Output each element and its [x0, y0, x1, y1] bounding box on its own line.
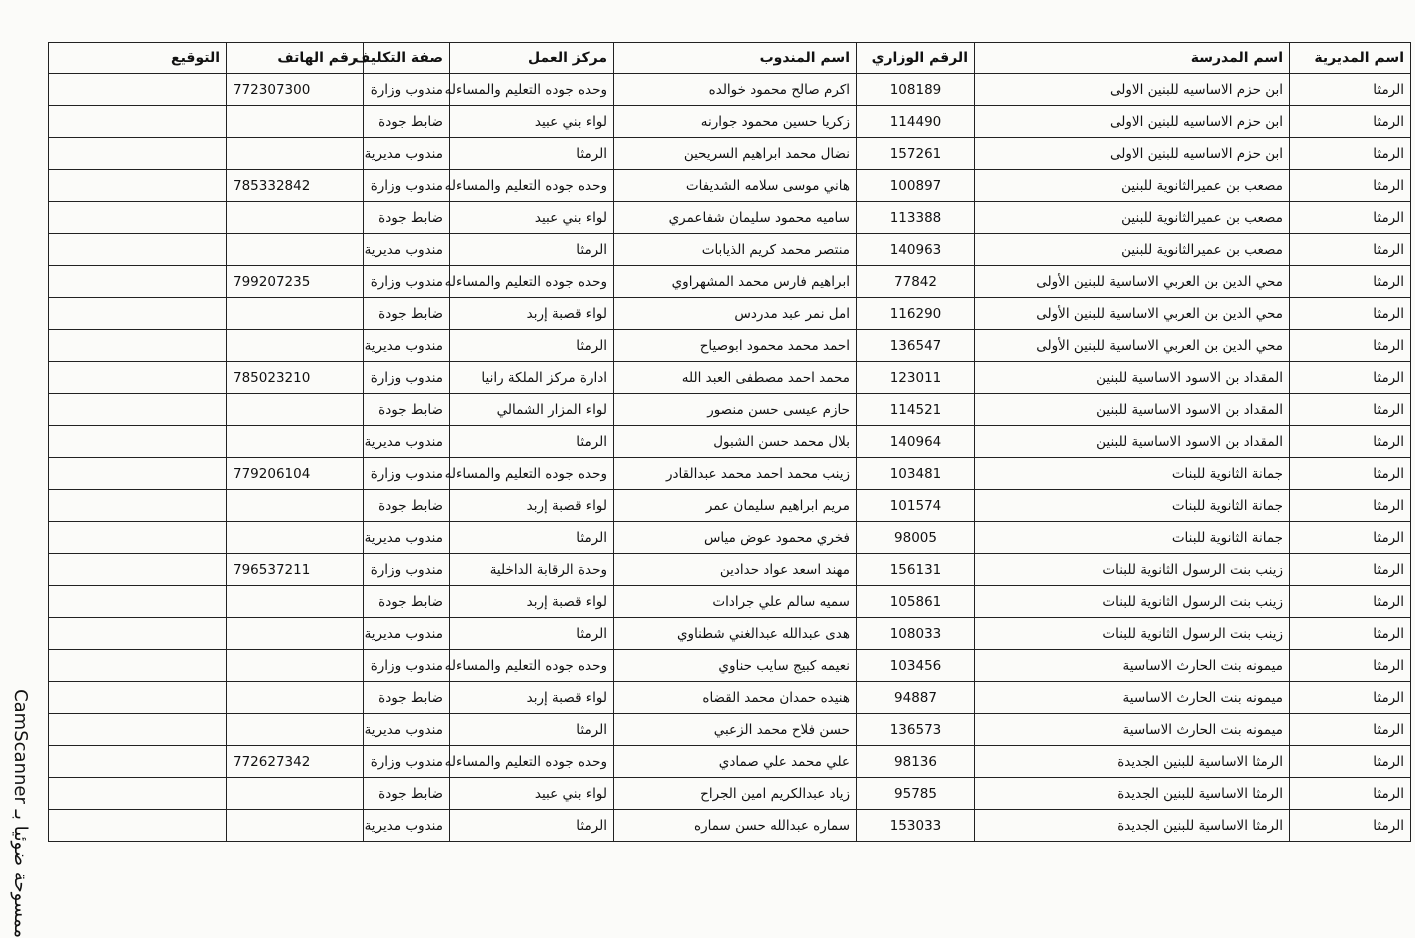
cell-assignment: ضابط جودة	[364, 298, 450, 330]
cell-signature	[49, 714, 227, 746]
header-work-center: مركز العمل	[450, 43, 614, 74]
cell-ministry-number: 114521	[857, 394, 975, 426]
cell-phone: 779206104	[227, 458, 364, 490]
cell-directorate: الرمثا	[1290, 330, 1411, 362]
cell-directorate: الرمثا	[1290, 202, 1411, 234]
cell-school: محي الدين بن العربي الاساسية للبنين الأولى	[975, 330, 1290, 362]
cell-work-center: وحده جوده التعليم والمساءله	[450, 74, 614, 106]
table-row	[49, 746, 1411, 778]
header-assignment: صفة التكليف	[364, 43, 450, 74]
cell-directorate: الرمثا	[1290, 458, 1411, 490]
cell-directorate: الرمثا	[1290, 138, 1411, 170]
cell-phone	[227, 810, 364, 842]
table-row	[49, 138, 1411, 170]
cell-phone	[227, 586, 364, 618]
cell-ministry-number: 103456	[857, 650, 975, 682]
cell-signature	[49, 266, 227, 298]
cell-ministry-number: 136573	[857, 714, 975, 746]
cell-directorate: الرمثا	[1290, 362, 1411, 394]
cell-school: المقداد بن الاسود الاساسية للبنين	[975, 394, 1290, 426]
cell-assignment: ضابط جودة	[364, 586, 450, 618]
table-row	[49, 234, 1411, 266]
cell-assignment: مندوب مديرية	[364, 234, 450, 266]
cell-signature	[49, 490, 227, 522]
cell-phone: 772627342	[227, 746, 364, 778]
cell-school: ابن حزم الاساسيه للبنين الاولى	[975, 138, 1290, 170]
cell-school: ابن حزم الاساسيه للبنين الاولى	[975, 74, 1290, 106]
cell-work-center: لواء بني عبيد	[450, 778, 614, 810]
cell-phone	[227, 106, 364, 138]
cell-ministry-number: 140963	[857, 234, 975, 266]
cell-ministry-number: 101574	[857, 490, 975, 522]
cell-ministry-number: 108033	[857, 618, 975, 650]
table-row	[49, 330, 1411, 362]
cell-ministry-number: 114490	[857, 106, 975, 138]
cell-school: محي الدين بن العربي الاساسية للبنين الأولى	[975, 298, 1290, 330]
cell-delegate-name: نعيمه كبيج سايب حناوي	[614, 650, 857, 682]
cell-ministry-number: 108189	[857, 74, 975, 106]
cell-work-center: وحده جوده التعليم والمساءله	[450, 650, 614, 682]
table-row	[49, 682, 1411, 714]
cell-work-center: الرمثا	[450, 810, 614, 842]
cell-directorate: الرمثا	[1290, 714, 1411, 746]
cell-delegate-name: احمد محمد محمود ابوصياح	[614, 330, 857, 362]
cell-phone	[227, 202, 364, 234]
cell-work-center: لواء بني عبيد	[450, 202, 614, 234]
cell-work-center: ادارة مركز الملكة رانيا	[450, 362, 614, 394]
table-row	[49, 650, 1411, 682]
cell-school: ميمونه بنت الحارث الاساسية	[975, 682, 1290, 714]
cell-work-center: الرمثا	[450, 234, 614, 266]
table-row	[49, 426, 1411, 458]
cell-signature	[49, 522, 227, 554]
cell-phone	[227, 138, 364, 170]
table-row	[49, 170, 1411, 202]
cell-ministry-number: 153033	[857, 810, 975, 842]
cell-phone: 785332842	[227, 170, 364, 202]
cell-work-center: لواء المزار الشمالي	[450, 394, 614, 426]
cell-assignment: ضابط جودة	[364, 778, 450, 810]
cell-delegate-name: منتصر محمد كريم الذيابات	[614, 234, 857, 266]
cell-phone	[227, 618, 364, 650]
table-row	[49, 202, 1411, 234]
cell-delegate-name: هنيده حمدان محمد القضاه	[614, 682, 857, 714]
cell-phone	[227, 522, 364, 554]
cell-delegate-name: زينب محمد احمد محمد عبدالقادر	[614, 458, 857, 490]
cell-school: زينب بنت الرسول الثانوية للبنات	[975, 554, 1290, 586]
cell-signature	[49, 170, 227, 202]
cell-delegate-name: امل نمر عبد مدردس	[614, 298, 857, 330]
cell-delegate-name: حسن فلاح محمد الزعبي	[614, 714, 857, 746]
cell-work-center: وحده جوده التعليم والمساءله	[450, 746, 614, 778]
cell-directorate: الرمثا	[1290, 586, 1411, 618]
camscanner-watermark: ممسوحة ضوئيا بـ CamScanner	[10, 689, 31, 938]
header-ministry-number: الرقم الوزاري	[857, 43, 975, 74]
cell-directorate: الرمثا	[1290, 298, 1411, 330]
cell-ministry-number: 116290	[857, 298, 975, 330]
table-row	[49, 522, 1411, 554]
cell-school: محي الدين بن العربي الاساسية للبنين الأولى	[975, 266, 1290, 298]
cell-directorate: الرمثا	[1290, 234, 1411, 266]
cell-school: مصعب بن عميرالثانوية للبنين	[975, 234, 1290, 266]
header-phone: رقم الهاتف	[227, 43, 364, 74]
table-row	[49, 714, 1411, 746]
cell-directorate: الرمثا	[1290, 394, 1411, 426]
cell-phone	[227, 234, 364, 266]
cell-work-center: لواء قصبة إربد	[450, 586, 614, 618]
table-header-row	[49, 43, 1411, 74]
cell-work-center: لواء بني عبيد	[450, 106, 614, 138]
cell-assignment: مندوب وزارة	[364, 170, 450, 202]
cell-phone: 772307300	[227, 74, 364, 106]
cell-assignment: مندوب مديرية	[364, 522, 450, 554]
cell-work-center: وحده جوده التعليم والمساءله	[450, 458, 614, 490]
cell-phone	[227, 778, 364, 810]
cell-phone	[227, 426, 364, 458]
cell-assignment: مندوب وزارة	[364, 362, 450, 394]
cell-ministry-number: 113388	[857, 202, 975, 234]
cell-phone: 799207235	[227, 266, 364, 298]
table-row	[49, 778, 1411, 810]
cell-directorate: الرمثا	[1290, 170, 1411, 202]
table-row	[49, 490, 1411, 522]
cell-assignment: مندوب وزارة	[364, 266, 450, 298]
cell-delegate-name: زكريا حسين محمود جوارنه	[614, 106, 857, 138]
cell-delegate-name: مهند اسعد عواد حدادين	[614, 554, 857, 586]
cell-work-center: الرمثا	[450, 138, 614, 170]
cell-assignment: ضابط جودة	[364, 106, 450, 138]
cell-work-center: لواء قصبة إربد	[450, 298, 614, 330]
cell-delegate-name: علي محمد علي صمادي	[614, 746, 857, 778]
cell-phone: 785023210	[227, 362, 364, 394]
cell-school: ميمونه بنت الحارث الاساسية	[975, 650, 1290, 682]
cell-signature	[49, 778, 227, 810]
cell-school: المقداد بن الاسود الاساسية للبنين	[975, 362, 1290, 394]
cell-assignment: مندوب وزارة	[364, 458, 450, 490]
cell-phone: 796537211	[227, 554, 364, 586]
cell-assignment: مندوب مديرية	[364, 330, 450, 362]
cell-phone	[227, 714, 364, 746]
table-row	[49, 394, 1411, 426]
cell-signature	[49, 138, 227, 170]
cell-signature	[49, 586, 227, 618]
cell-directorate: الرمثا	[1290, 682, 1411, 714]
cell-signature	[49, 330, 227, 362]
cell-signature	[49, 106, 227, 138]
table-row	[49, 458, 1411, 490]
cell-assignment: ضابط جودة	[364, 202, 450, 234]
cell-work-center: الرمثا	[450, 330, 614, 362]
cell-assignment: مندوب مديرية	[364, 714, 450, 746]
cell-work-center: الرمثا	[450, 426, 614, 458]
cell-school: زينب بنت الرسول الثانوية للبنات	[975, 586, 1290, 618]
cell-ministry-number: 103481	[857, 458, 975, 490]
table-row	[49, 586, 1411, 618]
cell-directorate: الرمثا	[1290, 618, 1411, 650]
table-row	[49, 266, 1411, 298]
cell-directorate: الرمثا	[1290, 426, 1411, 458]
cell-delegate-name: نضال محمد ابراهيم السريحين	[614, 138, 857, 170]
cell-ministry-number: 123011	[857, 362, 975, 394]
cell-signature	[49, 74, 227, 106]
cell-phone	[227, 682, 364, 714]
cell-assignment: مندوب مديرية	[364, 618, 450, 650]
table-row	[49, 362, 1411, 394]
cell-work-center: الرمثا	[450, 714, 614, 746]
cell-delegate-name: فخري محمود عوض مياس	[614, 522, 857, 554]
cell-school: الرمثا الاساسية للبنين الجديدة	[975, 810, 1290, 842]
cell-work-center: الرمثا	[450, 618, 614, 650]
cell-signature	[49, 426, 227, 458]
cell-school: مصعب بن عميرالثانوية للبنين	[975, 202, 1290, 234]
header-signature: التوقيع	[49, 43, 227, 74]
cell-assignment: ضابط جودة	[364, 490, 450, 522]
cell-school: ميمونه بنت الحارث الاساسية	[975, 714, 1290, 746]
cell-ministry-number: 100897	[857, 170, 975, 202]
cell-directorate: الرمثا	[1290, 74, 1411, 106]
cell-school: الرمثا الاساسية للبنين الجديدة	[975, 746, 1290, 778]
cell-school: جمانة الثانوية للبنات	[975, 458, 1290, 490]
cell-work-center: لواء قصبة إربد	[450, 490, 614, 522]
cell-phone	[227, 330, 364, 362]
table-row	[49, 298, 1411, 330]
cell-delegate-name: اكرم صالح محمود خوالده	[614, 74, 857, 106]
cell-phone	[227, 394, 364, 426]
cell-phone	[227, 298, 364, 330]
cell-ministry-number: 157261	[857, 138, 975, 170]
cell-delegate-name: هدى عبدالله عبدالغني شطناوي	[614, 618, 857, 650]
cell-directorate: الرمثا	[1290, 554, 1411, 586]
cell-work-center: وحدة الرقابة الداخلية	[450, 554, 614, 586]
cell-delegate-name: سميه سالم علي جرادات	[614, 586, 857, 618]
header-directorate: اسم المديرية	[1290, 43, 1411, 74]
cell-directorate: الرمثا	[1290, 650, 1411, 682]
cell-directorate: الرمثا	[1290, 778, 1411, 810]
cell-directorate: الرمثا	[1290, 810, 1411, 842]
cell-delegate-name: هاني موسى سلامه الشديفات	[614, 170, 857, 202]
cell-assignment: مندوب مديرية	[364, 426, 450, 458]
cell-assignment: مندوب مديرية	[364, 810, 450, 842]
cell-signature	[49, 554, 227, 586]
table-row	[49, 618, 1411, 650]
header-delegate-name: اسم المندوب	[614, 43, 857, 74]
table-row	[49, 74, 1411, 106]
delegates-table	[48, 42, 1411, 842]
cell-directorate: الرمثا	[1290, 490, 1411, 522]
cell-signature	[49, 458, 227, 490]
cell-school: مصعب بن عميرالثانوية للبنين	[975, 170, 1290, 202]
cell-delegate-name: زياد عبدالكريم امين الجراح	[614, 778, 857, 810]
cell-school: جمانة الثانوية للبنات	[975, 522, 1290, 554]
cell-directorate: الرمثا	[1290, 266, 1411, 298]
cell-assignment: مندوب مديرية	[364, 138, 450, 170]
cell-school: زينب بنت الرسول الثانوية للبنات	[975, 618, 1290, 650]
cell-ministry-number: 98136	[857, 746, 975, 778]
cell-signature	[49, 810, 227, 842]
cell-delegate-name: سماره عبدالله حسن سماره	[614, 810, 857, 842]
cell-ministry-number: 77842	[857, 266, 975, 298]
cell-ministry-number: 136547	[857, 330, 975, 362]
cell-delegate-name: ساميه محمود سليمان شفاعمري	[614, 202, 857, 234]
cell-assignment: مندوب وزارة	[364, 554, 450, 586]
table-row	[49, 106, 1411, 138]
cell-signature	[49, 298, 227, 330]
cell-assignment: مندوب وزارة	[364, 650, 450, 682]
cell-signature	[49, 618, 227, 650]
cell-delegate-name: حازم عيسى حسن منصور	[614, 394, 857, 426]
cell-delegate-name: بلال محمد حسن الشبول	[614, 426, 857, 458]
cell-ministry-number: 105861	[857, 586, 975, 618]
cell-ministry-number: 98005	[857, 522, 975, 554]
cell-delegate-name: مريم ابراهيم سليمان عمر	[614, 490, 857, 522]
table-row	[49, 554, 1411, 586]
header-school: اسم المدرسة	[975, 43, 1290, 74]
cell-signature	[49, 394, 227, 426]
cell-signature	[49, 362, 227, 394]
cell-work-center: وحده جوده التعليم والمساءله	[450, 266, 614, 298]
cell-work-center: وحده جوده التعليم والمساءله	[450, 170, 614, 202]
cell-delegate-name: ابراهيم فارس محمد المشهراوي	[614, 266, 857, 298]
cell-school: المقداد بن الاسود الاساسية للبنين	[975, 426, 1290, 458]
cell-signature	[49, 650, 227, 682]
cell-signature	[49, 202, 227, 234]
cell-assignment: ضابط جودة	[364, 394, 450, 426]
cell-directorate: الرمثا	[1290, 106, 1411, 138]
cell-phone	[227, 490, 364, 522]
cell-ministry-number: 95785	[857, 778, 975, 810]
cell-assignment: مندوب وزارة	[364, 746, 450, 778]
cell-ministry-number: 156131	[857, 554, 975, 586]
cell-directorate: الرمثا	[1290, 522, 1411, 554]
document-sheet	[48, 42, 1410, 930]
cell-work-center: لواء قصبة إربد	[450, 682, 614, 714]
cell-school: ابن حزم الاساسيه للبنين الاولى	[975, 106, 1290, 138]
cell-school: جمانة الثانوية للبنات	[975, 490, 1290, 522]
cell-signature	[49, 682, 227, 714]
cell-signature	[49, 746, 227, 778]
table-row	[49, 810, 1411, 842]
cell-directorate: الرمثا	[1290, 746, 1411, 778]
cell-assignment: مندوب وزارة	[364, 74, 450, 106]
cell-school: الرمثا الاساسية للبنين الجديدة	[975, 778, 1290, 810]
cell-ministry-number: 140964	[857, 426, 975, 458]
cell-phone	[227, 650, 364, 682]
cell-work-center: الرمثا	[450, 522, 614, 554]
cell-signature	[49, 234, 227, 266]
table-body	[49, 74, 1411, 842]
cell-assignment: ضابط جودة	[364, 682, 450, 714]
cell-ministry-number: 94887	[857, 682, 975, 714]
cell-delegate-name: محمد احمد مصطفى العبد الله	[614, 362, 857, 394]
